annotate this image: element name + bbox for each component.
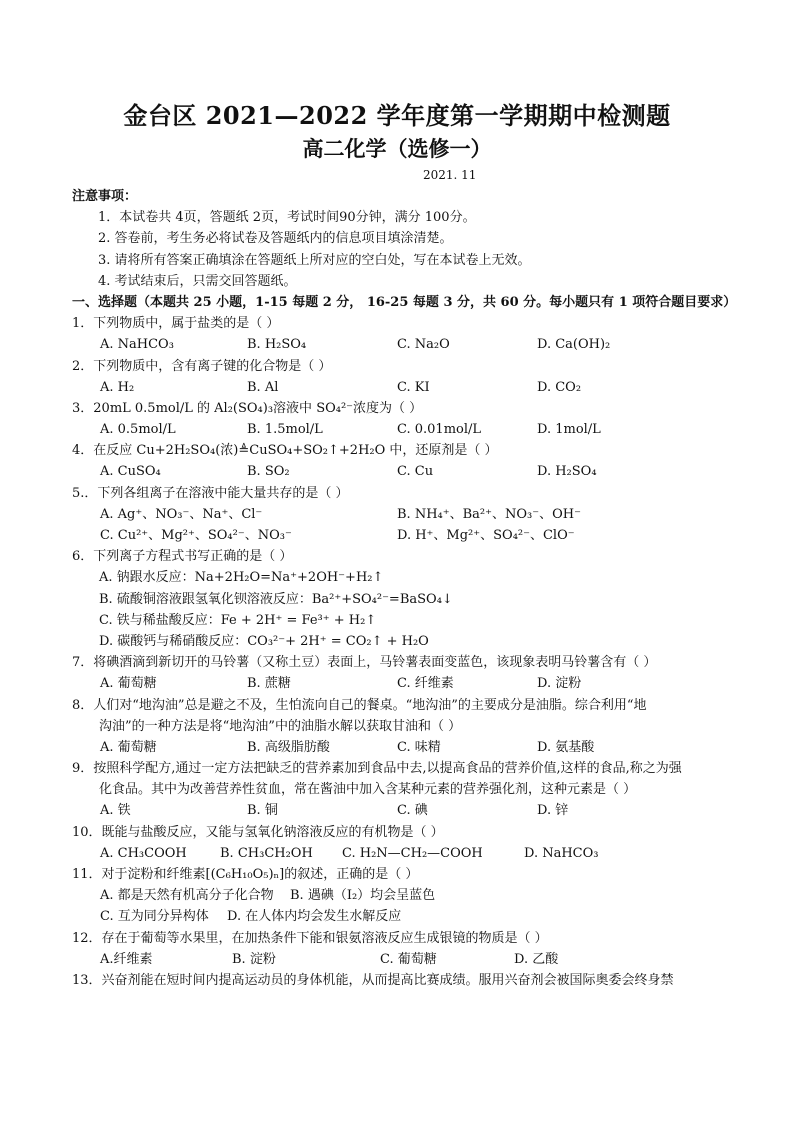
question-8-options — [72, 737, 732, 758]
question-5-options-ab — [72, 504, 732, 525]
page-subtitle: 高二化学（选修一） — [302, 136, 492, 161]
option-b: B. Al — [247, 379, 279, 395]
option-d: D. 乙酸 — [514, 951, 559, 967]
notice-item: 2. 答卷前，考生务必将试卷及答题纸内的信息项目填涂清楚。 — [98, 231, 453, 247]
option-c: C. 纤维素 — [397, 676, 454, 692]
option-c: C. Cu²⁺、Mg²⁺、SO₄²⁻、NO₃⁻ — [100, 528, 292, 543]
question-9-stem: 9．按照科学配方,通过一定方法把缺乏的营养素加到食品中去,以提高食品的营养价值,这样的食品,称之为强 — [72, 761, 682, 777]
question-4-stem: 4．在反应 Cu+2H₂SO₄(浓)≜CuSO₄+SO₂↑+2H₂O 中，还原剂是（ ） — [72, 443, 498, 459]
option-a: A. CuSO₄ — [100, 464, 161, 480]
question-11-options-ab — [72, 885, 732, 906]
option-c: C. Na₂O — [397, 337, 450, 353]
option-b: B. 蔗糖 — [247, 676, 291, 692]
question-7-stem: 7．将碘酒滴到新切开的马铃薯（又称土豆）表面上，马铃薯表面变蓝色，该现象表明马铃薯含有（ ） — [72, 655, 657, 671]
question-11-stem: 11．对于淀粉和纤维素[(C₆H₁₀O₅)ₙ]的叙述，正确的是（ ） — [72, 867, 419, 882]
question-12-options — [72, 949, 732, 970]
option-a: A. 0.5mol/L — [100, 422, 176, 438]
option-d: D. 淀粉 — [537, 676, 582, 692]
option-d: D. H⁺、Mg²⁺、SO₄²⁻、ClO⁻ — [397, 528, 575, 543]
option-c: C. 0.01mol/L — [397, 422, 482, 438]
option-a: A. 葡萄糖 — [100, 676, 157, 692]
option-a: A. 都是天然有机高分子化合物 — [100, 888, 274, 904]
option-b: B. CH₃CH₂OH — [220, 845, 313, 861]
option-d: D. CO₂ — [537, 379, 582, 395]
notice-title: 注意事项： — [72, 189, 138, 204]
option-c: C. Cu — [397, 464, 434, 480]
exam-content — [72, 186, 737, 991]
option-a: A. Ag⁺、NO₃⁻、Na⁺、Cl⁻ — [100, 506, 263, 522]
option-b: B. 遇碘（I₂）均会呈蓝色 — [290, 888, 436, 904]
question-1-options — [72, 334, 732, 355]
option-d: D. Ca(OH)₂ — [537, 337, 611, 353]
option-a: A. H₂ — [100, 379, 135, 395]
option-b: B. 高级脂肪酸 — [247, 739, 330, 755]
question-1-stem: 1．下列物质中，属于盐类的是（ ） — [72, 316, 280, 332]
question-5-stem: 5.．下列各组离子在溶液中能大量共存的是（ ） — [72, 485, 349, 501]
option-a: A. CH₃COOH — [100, 845, 187, 861]
option-d: D. H₂SO₄ — [537, 464, 597, 480]
option-d: D. 在人体内均会发生水解反应 — [227, 909, 402, 925]
option-d: D. 碳酸钙与稀硝酸反应：CO₃²⁻+ 2H⁺ = CO₂↑ + H₂O — [99, 633, 429, 649]
option-b: B. 1.5mol/L — [247, 422, 323, 438]
option-c: C. 互为同分异构体 — [100, 909, 209, 925]
exam-date: 2021. 11 — [423, 168, 477, 182]
question-10-options — [72, 843, 732, 864]
option-c: C. 葡萄糖 — [380, 951, 437, 967]
option-a: A. 葡萄糖 — [100, 739, 157, 755]
option-a: A. 钠跟水反应：Na+2H₂O=Na⁺+2OH⁻+H₂↑ — [99, 570, 384, 586]
question-5-options-cd — [72, 525, 732, 546]
question-2-options — [72, 377, 732, 398]
option-c: C. 铁与稀盐酸反应：Fe + 2H⁺ = Fe³⁺ + H₂↑ — [99, 612, 377, 628]
option-c: C. H₂N—CH₂—COOH — [342, 845, 483, 861]
option-b: B. NH₄⁺、Ba²⁺、NO₃⁻、OH⁻ — [397, 506, 581, 522]
question-12-stem: 12．存在于葡萄等水果里，在加热条件下能和银氨溶液反应生成银镜的物质是（ ） — [72, 930, 548, 946]
question-11-options-cd — [72, 906, 732, 927]
option-d: D. 1mol/L — [537, 422, 601, 438]
option-d: D. NaHCO₃ — [524, 845, 599, 861]
question-7-options — [72, 673, 732, 694]
question-3-options — [72, 419, 732, 440]
notice-item: 3. 请将所有答案正确填涂在答题纸上所对应的空白处，写在本试卷上无效。 — [98, 252, 531, 268]
option-b: B. H₂SO₄ — [247, 337, 307, 353]
notice-item: 1．本试卷共 4页，答题纸 2页，考试时间90分钟，满分 100分。 — [98, 210, 476, 226]
option-d: D. 锌 — [537, 803, 569, 819]
question-2-stem: 2．下列物质中，含有离子键的化合物是（ ） — [72, 358, 332, 374]
question-9-stem-continued: 化食品。其中为改善营养性贫血，常在酱油中加入含某种元素的营养强化剂，这种元素是（ ） — [99, 782, 637, 798]
option-a: A. 铁 — [100, 803, 131, 819]
notice-item: 4. 考试结束后，只需交回答题纸。 — [98, 273, 297, 289]
question-8-stem-continued: 沟油”的一种方法是将“地沟油”中的油脂水解以获取甘油和（ ） — [99, 718, 462, 734]
option-c: C. 碘 — [397, 803, 428, 819]
question-8-stem: 8．人们对“地沟油”总是避之不及，生怕流向自己的餐桌。“地沟油”的主要成分是油脂。综合利用“地 — [72, 697, 647, 713]
option-a: A. NaHCO₃ — [100, 337, 174, 353]
option-b: B. 硫酸铜溶液跟氢氧化钡溶液反应：Ba²⁺+SO₄²⁻=BaSO₄↓ — [99, 591, 453, 607]
option-b: B. SO₂ — [247, 464, 290, 480]
option-d: D. 氨基酸 — [537, 739, 595, 755]
option-c: C. KI — [397, 379, 430, 395]
question-6-stem: 6．下列离子方程式书写正确的是（ ） — [72, 549, 293, 565]
option-a: A.纤维素 — [100, 951, 153, 967]
question-4-options — [72, 461, 732, 482]
page-title: 金台区 2021—2022 学年度第一学期期中检测题 — [123, 101, 671, 130]
option-b: B. 铜 — [247, 803, 278, 819]
question-13-stem: 13．兴奋剂能在短时间内提高运动员的身体机能，从而提高比赛成绩。服用兴奋剂会被国际奥委会终身禁 — [72, 972, 674, 988]
option-c: C. 味精 — [397, 739, 441, 755]
section-heading: 一、选择题（本题共 25 小题，1-15 每题 2 分， 16-25 每题 3 分，共 60 分。每小题只有 1 项符合题目要求） — [72, 294, 737, 310]
question-9-options — [72, 800, 732, 821]
question-10-stem: 10．既能与盐酸反应，又能与氢氧化钠溶液反应的有机物是（ ） — [72, 824, 444, 840]
option-b: B. 淀粉 — [232, 951, 276, 967]
question-3-stem: 3．20mL 0.5mol/L 的 Al₂(SO₄)₃溶液中 SO₄²⁻浓度为（ ） — [72, 400, 423, 416]
